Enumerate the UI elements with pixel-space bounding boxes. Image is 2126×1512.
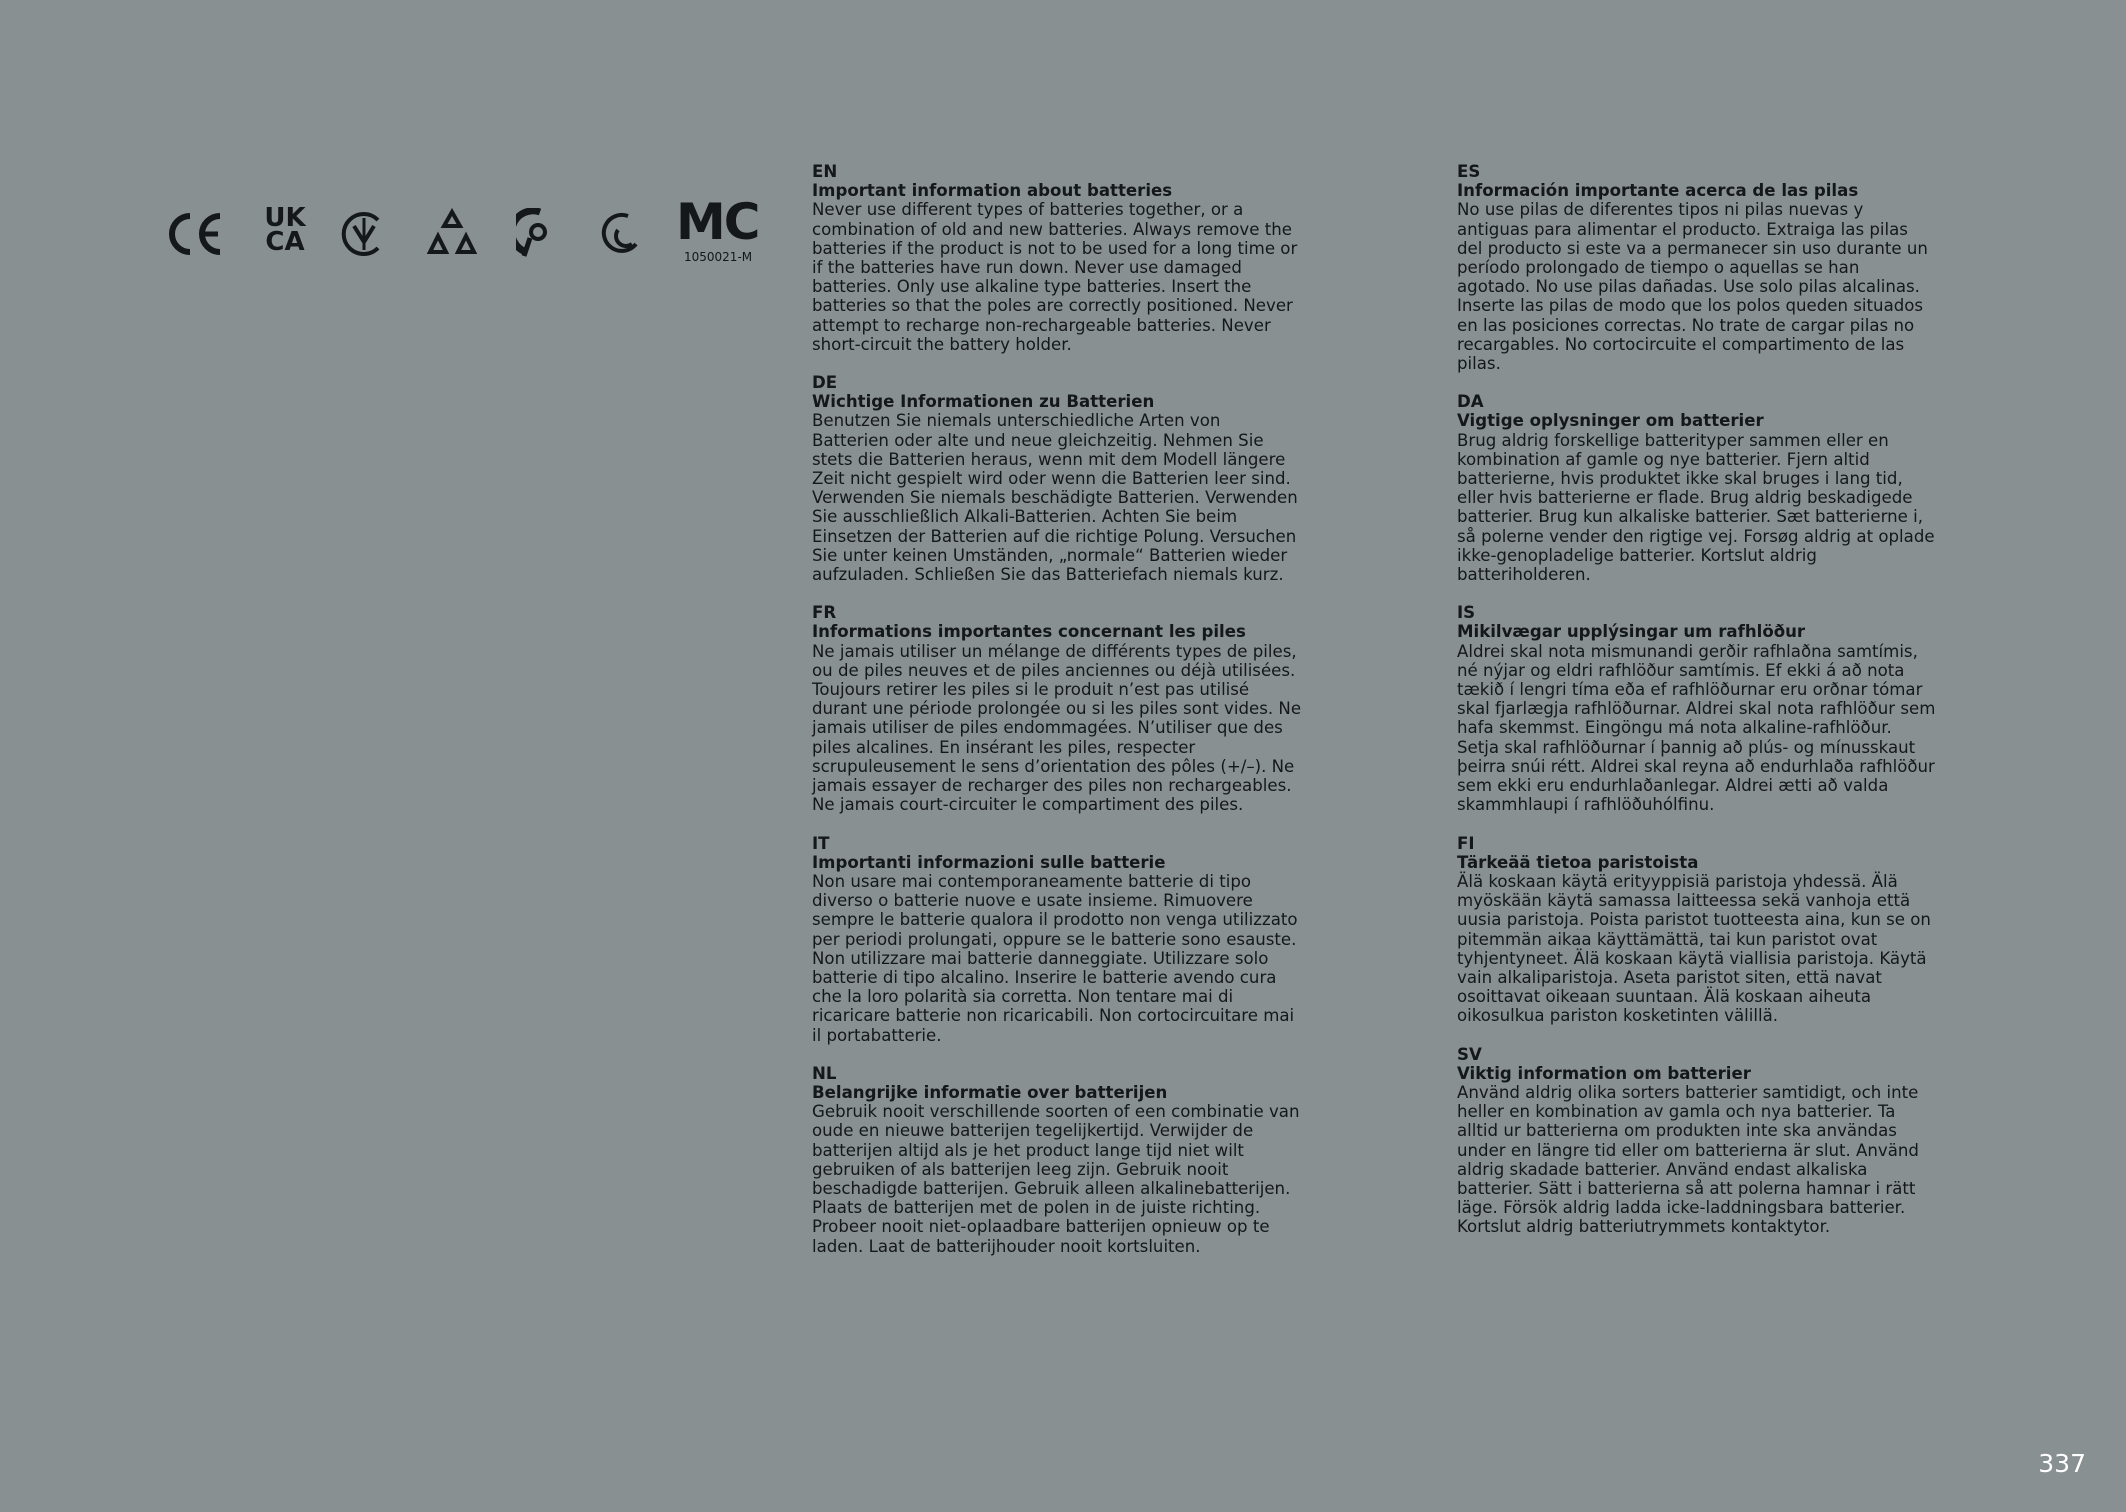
- language-code: DA: [1457, 392, 1484, 412]
- section-body: Aldrei skal nota mismunandi gerðir rafhlaðna samtímis, né nýjar og eldri rafhlöður samtímis. Ef ekki á að nota tækið í lengri tíma eða ef rafhlöðurnar eru orðnar tómar skal fjarlægja rafhlöðurnar. Aldrei skal nota rafhlöður sem hafa skemmst. Eingöngu má nota alkaline-rafhlöður. Setja skal rafhlöðurnar í þannig að plús- og mínusskaut þeirra snúi rétt. Aldrei skal reyna að endurhlaða rafhlöður sem ekki eru endurhlaðanlegar. Aldrei ætti að valda skammhlaupi í rafhlöðuhólfinu.: [1457, 641, 1936, 815]
- certification-marks: [160, 193, 760, 278]
- section-body: Never use different types of batteries together, or a combination of old and new batteries. Always remove the batteries if the product is not to be used for a long time or if the batteries have run down. Never use damaged batteries. Only use alkaline type batteries. Insert the batteries so that the poles are correctly positioned. Never attempt to recharge non-rechargeable batteries. Never short-circuit the battery holder.: [812, 200, 1298, 354]
- section-body: Älä koskaan käytä erityyppisiä paristoja yhdessä. Älä myöskään käytä samassa laitteessa sekä vanhoja että uusia paristoja. Poista paristot tuotteesta aina, kun se on pitemmän aikaa käyttämättä, tai kun paristot ovat tyhjentyneet. Älä koskaan käytä viallisia paristoja. Käytä vain alkaliparistoja. Aseta paristot siten, että navat osoittavat oikeaan suuntaan. Älä koskaan aiheuta oikosulkua pariston kosketinten välillä.: [1457, 871, 1931, 1026]
- right-column: [1457, 162, 1937, 1256]
- section-heading: Wichtige Informationen zu Batterien: [812, 392, 1155, 412]
- section-body: Non usare mai contemporaneamente batterie di tipo diverso o batterie nuove e usate insieme. Rimuovere sempre le batterie qualora il prodotto non venga utilizzato per periodi prolungati, oppure se le batterie sono esauste. Non utilizzare mai batterie danneggiate. Utilizzare solo batterie di tipo alcalino. Inserire le batterie avendo cura che la loro polarità sia corretta. Non tentare mai di ricaricare batterie non ricaricabili. Non cortocircuitare mai il portabatterie.: [812, 871, 1298, 1045]
- section-da: [1457, 392, 1937, 584]
- section-fi: [1457, 834, 1937, 1026]
- page-number: 337: [2038, 1449, 2086, 1478]
- ce-mark-icon: [166, 212, 224, 256]
- section-heading: Important information about batteries: [812, 181, 1173, 201]
- language-code: NL: [812, 1063, 837, 1083]
- ukca-mark-icon: [260, 203, 310, 257]
- section-es: [1457, 162, 1937, 373]
- section-heading: Tärkeää tietoa paristoista: [1457, 852, 1699, 872]
- section-heading: Mikilvægar upplýsingar um rafhlöður: [1457, 622, 1806, 642]
- mc-label: MC: [676, 193, 759, 251]
- section-heading: Viktig information om batterier: [1457, 1063, 1751, 1083]
- language-code: FI: [1457, 833, 1475, 853]
- left-column: [812, 162, 1302, 1275]
- language-code: IT: [812, 833, 830, 853]
- section-fr: [812, 603, 1302, 814]
- ukrainian-conformity-mark-icon: [340, 208, 388, 258]
- section-is: [1457, 603, 1937, 814]
- section-body: Använd aldrig olika sorters batterier samtidigt, och inte heller en kombination av gamla och nya batterier. Ta alltid ur batterierna om produkten inte ska användas under en längre tid eller om batterierna är slut. Använd aldrig skadade batterier. Använd endast alkaliska batterier. Sätt i batterierna så att polerna hamnar i rätt läge. Försök aldrig ladda icke-laddningsbara batterier. Kortslut aldrig batteriutrymmets kontaktytor.: [1457, 1082, 1919, 1237]
- ukca-bottom-label: CA: [265, 227, 305, 257]
- section-body: Benutzen Sie niemals unterschiedliche Arten von Batterien oder alte und neue gleichzeitig. Nehmen Sie stets die Batterien heraus, wenn mit dem Modell längere Zeit nicht gespielt wird oder wenn die Batterien leer sind. Verwenden Sie niemals beschädigte Batterien. Verwenden Sie ausschließlich Alkali-Batterien. Achten Sie beim Einsetzen der Batterien auf die richtige Polung. Versuchen Sie unter keinen Umständen, „normale“ Batterien wieder aufzuladen. Schließen Sie das Batteriefach niemals kurz.: [812, 411, 1298, 585]
- section-body: No use pilas de diferentes tipos ni pilas nuevas y antiguas para alimentar el producto. Extraiga las pilas del producto si este va a permanecer sin uso durante un período prolongado de tiempo o aquellas se han agotado. No use pilas dañadas. Use solo pilas alcalinas. Inserte las pilas de modo que los polos queden situados en las posiciones correctas. No trate de cargar pilas no recargables. No cortocircuite el compartimento de las pilas.: [1457, 200, 1928, 374]
- language-code: ES: [1457, 162, 1481, 181]
- eac-triangle-mark-icon: [424, 208, 480, 258]
- language-code: EN: [812, 162, 838, 181]
- australia-rcm-mark-icon: [516, 208, 556, 260]
- section-it: [812, 834, 1302, 1045]
- section-body: Gebruik nooit verschillende soorten of een combinatie van oude en nieuwe batterijen tegelijkertijd. Verwijder de batterijen altijd als je het product lange tijd niet wilt gebruiken of als batterijen leeg zijn. Gebruik nooit beschadigde batterijen. Gebruik alleen alkalinebatterijen. Plaats de batterijen met de polen in de juiste richting. Probeer nooit niet-oplaadbare batterijen opnieuw op te laden. Laat de batterijhouder nooit kortsluiten.: [812, 1102, 1300, 1256]
- language-code: SV: [1457, 1044, 1482, 1064]
- language-code: IS: [1457, 603, 1476, 623]
- section-body: Brug aldrig forskellige batterityper sammen eller en kombination af gamle og nye batterier. Fjern altid batterierne, hvis produktet ikke skal bruges i lang tid, eller hvis batterierne er flade. Brug aldrig beskadigede batterier. Brug kun alkaliske batterier. Sæt batterierne i, så polerne vender den rigtige vej. Forsøg aldrig at oplade ikke-genopladelige batterier. Kortslut aldrig batteriholderen.: [1457, 430, 1935, 585]
- mc-mark-icon: [676, 193, 759, 251]
- section-de: [812, 373, 1302, 584]
- moroccan-conformity-mark-icon: [596, 210, 642, 256]
- language-code: DE: [812, 373, 838, 393]
- ukca-top-label: UK: [264, 203, 306, 233]
- section-heading: Vigtige oplysninger om batterier: [1457, 411, 1764, 431]
- section-heading: Importanti informazioni sulle batterie: [812, 852, 1166, 872]
- section-body: Ne jamais utiliser un mélange de différents types de piles, ou de piles neuves et de piles anciennes ou déjà utilisées. Toujours retirer les piles si le produit n’est pas utilisé durant une période prolongée ou si les piles sont vides. Ne jamais utiliser de piles endommagées. N’utiliser que des piles alcalines. En insérant les piles, respecter scrupuleusement le sens d’orientation des pôles (+/–). Ne jamais essayer de recharger des piles non rechargeables. Ne jamais court-circuiter le compartiment des piles.: [812, 641, 1302, 815]
- language-code: FR: [812, 603, 837, 623]
- section-heading: Informations importantes concernant les piles: [812, 622, 1246, 642]
- mc-code: 1050021-M: [684, 250, 753, 264]
- section-heading: Información importante acerca de las pilas: [1457, 181, 1859, 201]
- section-sv: [1457, 1045, 1937, 1237]
- section-en: [812, 162, 1302, 354]
- section-heading: Belangrijke informatie over batterijen: [812, 1082, 1168, 1102]
- section-nl: [812, 1064, 1302, 1256]
